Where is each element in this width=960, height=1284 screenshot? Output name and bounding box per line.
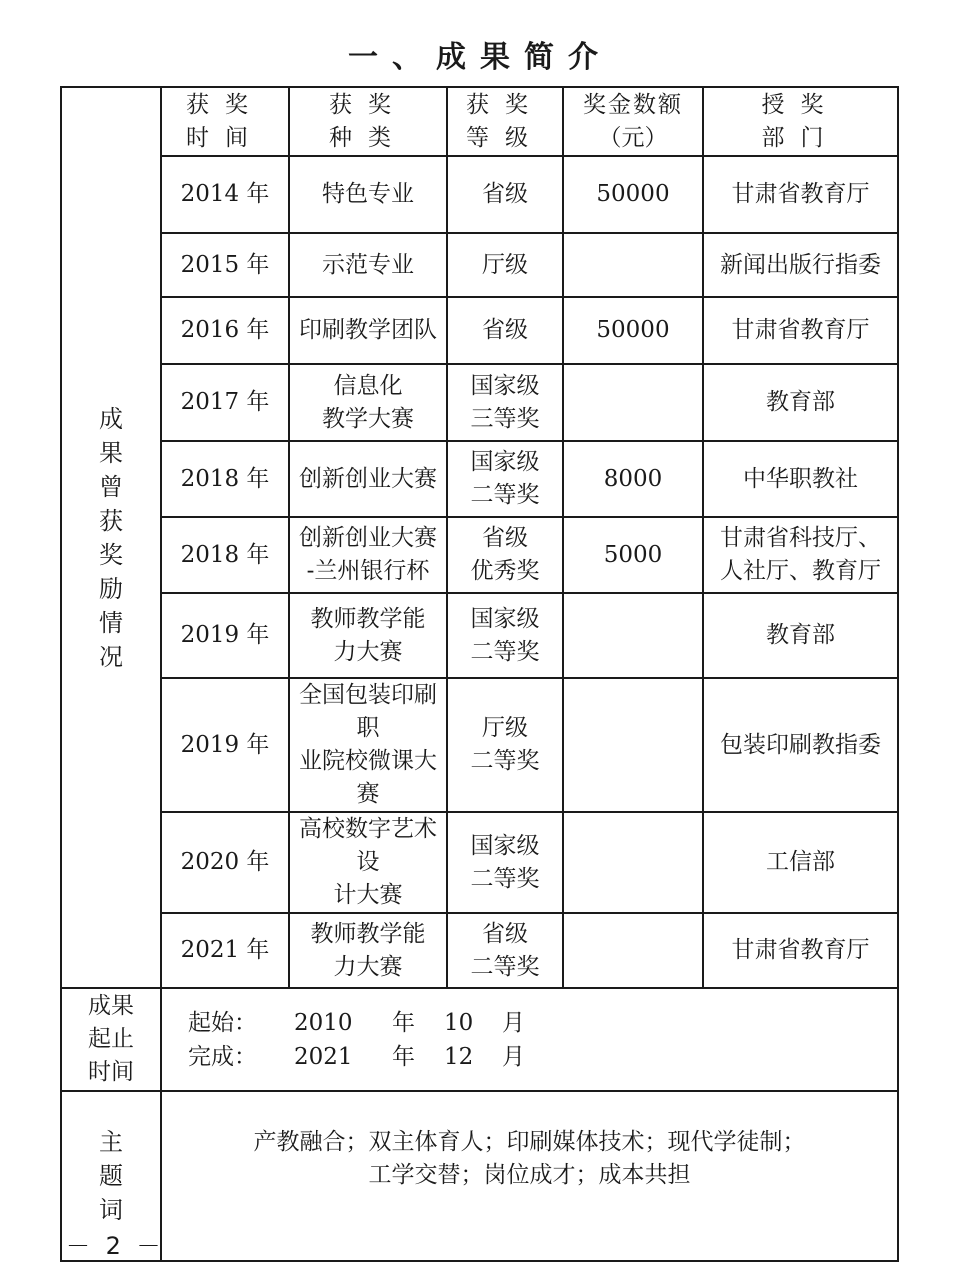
awards-side-label-cell <box>61 87 161 988</box>
award-amount-cell: 8000 <box>563 441 703 517</box>
header-row <box>61 87 898 156</box>
header-award-level: 获奖 等级 <box>447 87 563 156</box>
table-body <box>61 87 898 988</box>
award-amount-cell: 5000 <box>563 517 703 593</box>
award-type-cell: 特色专业 <box>289 156 447 233</box>
period-end: 完成： 2021 年 12 月 <box>188 1043 525 1070</box>
table-row <box>61 156 898 233</box>
table-row <box>61 913 898 988</box>
award-year-cell: 2018 年 <box>161 517 289 593</box>
award-dept-cell: 新闻出版行指委 <box>703 233 898 297</box>
award-amount-cell <box>563 678 703 812</box>
award-dept-cell: 甘肃省科技厅、 人社厅、教育厅 <box>703 517 898 593</box>
award-level-cell: 省级 优秀奖 <box>447 517 563 593</box>
award-level-cell: 省级 二等奖 <box>447 913 563 988</box>
award-dept-cell: 包装印刷教指委 <box>703 678 898 812</box>
award-level-cell: 国家级 三等奖 <box>447 364 563 441</box>
period-label-cell: 成果 起止 时间 <box>61 988 161 1091</box>
award-type-cell: 全国包装印刷职 业院校微课大赛 <box>289 678 447 812</box>
award-year-cell: 2017 年 <box>161 364 289 441</box>
award-dept-cell: 工信部 <box>703 812 898 913</box>
award-year-cell: 2021 年 <box>161 913 289 988</box>
award-year-cell: 2020 年 <box>161 812 289 913</box>
award-year-cell: 2019 年 <box>161 593 289 678</box>
award-level-cell: 厅级 二等奖 <box>447 678 563 812</box>
award-type-cell: 教师教学能 力大赛 <box>289 913 447 988</box>
period-start: 起始： 2010 年 10 月 <box>188 1009 525 1036</box>
page-number: － 2 － <box>66 1232 165 1260</box>
award-type-cell: 示范专业 <box>289 233 447 297</box>
award-dept-cell: 教育部 <box>703 364 898 441</box>
header-award-type: 获奖 种类 <box>289 87 447 156</box>
page-title: 一、成果简介 <box>348 40 612 75</box>
award-level-cell: 省级 <box>447 297 563 364</box>
award-type-cell: 高校数字艺术设 计大赛 <box>289 812 447 913</box>
award-year-cell: 2019 年 <box>161 678 289 812</box>
award-type-cell: 创新创业大赛 <box>289 441 447 517</box>
award-level-cell: 厅级 <box>447 233 563 297</box>
award-dept-cell: 教育部 <box>703 593 898 678</box>
award-year-cell: 2015 年 <box>161 233 289 297</box>
award-amount-cell <box>563 913 703 988</box>
award-type-cell: 印刷教学团队 <box>289 297 447 364</box>
award-level-cell: 国家级 二等奖 <box>447 812 563 913</box>
table-row <box>61 441 898 517</box>
keywords-line-1: 产教融合；双主体育人；印刷媒体技术；现代学徒制； <box>253 1129 806 1155</box>
table-row <box>61 517 898 593</box>
keywords-line-2: 工学交替；岗位成才；成本共担 <box>368 1162 691 1188</box>
award-amount-cell <box>563 812 703 913</box>
award-amount-cell <box>563 364 703 441</box>
keywords-row <box>61 1091 898 1261</box>
keywords-value-cell <box>161 1091 898 1261</box>
award-dept-cell: 中华职教社 <box>703 441 898 517</box>
keywords-label: 主题词 <box>99 1128 123 1224</box>
period-body <box>61 988 898 1261</box>
achievement-summary-table <box>60 86 899 1262</box>
award-year-cell: 2016 年 <box>161 297 289 364</box>
award-amount-cell <box>563 233 703 297</box>
award-dept-cell: 甘肃省教育厅 <box>703 297 898 364</box>
table-row <box>61 364 898 441</box>
award-year-cell: 2014 年 <box>161 156 289 233</box>
award-type-cell: 教师教学能 力大赛 <box>289 593 447 678</box>
award-dept-cell: 甘肃省教育厅 <box>703 156 898 233</box>
awards-side-label: 成果曾获奖励情况 <box>99 404 123 671</box>
award-amount-cell <box>563 593 703 678</box>
header-award-time: 获奖 时间 <box>161 87 289 156</box>
award-level-cell: 国家级 二等奖 <box>447 593 563 678</box>
award-type-cell: 创新创业大赛 -兰州银行杯 <box>289 517 447 593</box>
award-year-cell: 2018 年 <box>161 441 289 517</box>
header-award-amount: 奖金数额 （元） <box>563 87 703 156</box>
period-value-cell <box>161 988 898 1091</box>
header-award-dept: 授奖 部门 <box>703 87 898 156</box>
award-amount-cell: 50000 <box>563 156 703 233</box>
table-row <box>61 593 898 678</box>
award-dept-cell: 甘肃省教育厅 <box>703 913 898 988</box>
period-row <box>61 988 898 1091</box>
award-type-cell: 信息化 教学大赛 <box>289 364 447 441</box>
table-row <box>61 233 898 297</box>
award-level-cell: 国家级 二等奖 <box>447 441 563 517</box>
table-row <box>61 812 898 913</box>
award-amount-cell: 50000 <box>563 297 703 364</box>
table-row <box>61 678 898 812</box>
award-level-cell: 省级 <box>447 156 563 233</box>
table-row <box>61 297 898 364</box>
